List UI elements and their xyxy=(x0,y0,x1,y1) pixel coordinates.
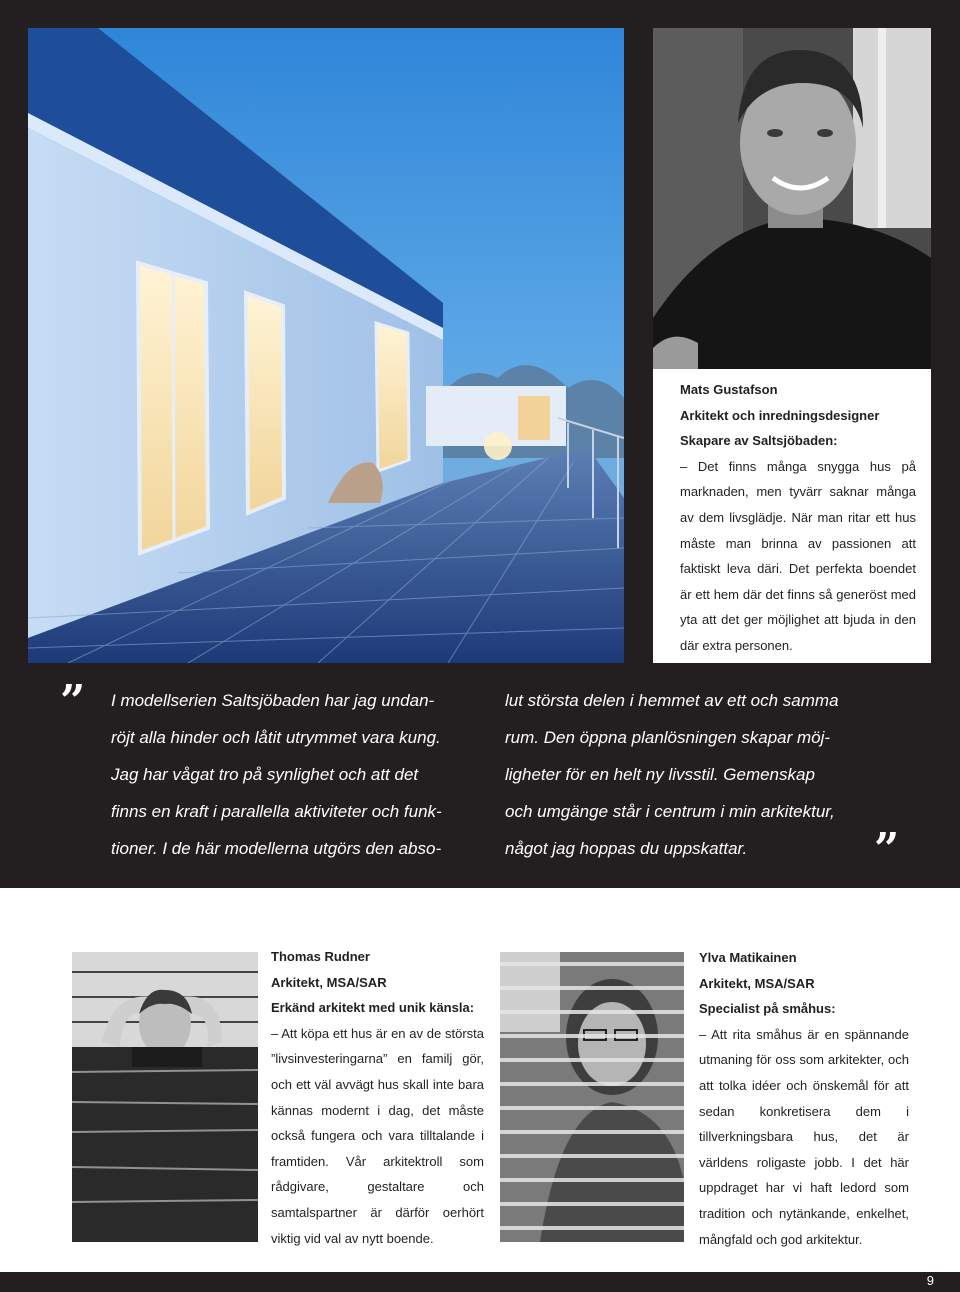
quote-line: rum. Den öppna planlösningen skapar möj- xyxy=(505,728,831,747)
quote-right-column xyxy=(505,682,867,867)
quote-line: I modellserien Saltsjöbaden har jag undan- xyxy=(111,691,435,710)
quote-line: något jag hoppas du uppskattar. xyxy=(505,839,748,858)
mats-body: – Det finns många snygga hus på marknaden, men tyvärr saknar många av dem livsglädje. När man ritar ett hus måste man brinna av passionen att faktiskt leva däri. Det perfekta boendet är ett hem där det finns så generöst med yta att det ger möjlighet att bjuda in den där extra personen. xyxy=(680,458,916,653)
thomas-name: Thomas Rudner xyxy=(271,949,370,964)
quote-line: och umgänge står i centrum i min arkitektur, xyxy=(505,802,835,821)
quote-line: ligheter för en helt ny livsstil. Gemenskap xyxy=(505,765,815,784)
thomas-bio xyxy=(271,944,484,1251)
thomas-subtitle: Erkänd arkitekt med unik känsla: xyxy=(271,1000,475,1016)
quote-line: Jag har vågat tro på synlighet och att det xyxy=(111,765,419,784)
page-number: 9 xyxy=(926,1273,934,1288)
mats-role: Arkitekt och inredningsdesigner xyxy=(680,407,880,423)
thomas-role: Arkitekt, MSA/SAR xyxy=(271,974,387,990)
ylva-name: Ylva Matikainen xyxy=(699,950,797,965)
portrait-thomas-rudner xyxy=(72,952,258,1242)
ylva-subtitle: Specialist på småhus: xyxy=(699,1001,836,1017)
quote-line: finns en kraft i parallella aktiviteter och funk- xyxy=(111,802,442,821)
quote-line: lut största delen i hemmet av ett och samma xyxy=(505,691,839,710)
dark-bottom-band xyxy=(0,1272,960,1292)
portrait-mats-gustafson xyxy=(653,28,931,369)
mats-name: Mats Gustafson xyxy=(680,382,778,397)
quote-line: röjt alla hinder och låtit utrymmet vara kung. xyxy=(111,728,441,747)
ylva-body: – Att rita småhus är en spännande utmaning för oss som arkitekter, och att tolka idéer och önskemål för att sedan konkretisera dem i tillverkningsbara hus, det är världens roligaste jobb. I det här uppdraget har vi haft ledord som tradition och nytänkande, enkelhet, mångfald och god arkitektur. xyxy=(699,1026,909,1247)
mats-subtitle: Skapare av Saltsjöbaden: xyxy=(680,433,838,449)
house-photo xyxy=(28,28,624,663)
mats-info-box xyxy=(653,369,931,663)
quote-line: tioner. I de här modellerna utgörs den abso- xyxy=(111,839,442,858)
portrait-ylva-matikainen xyxy=(500,952,684,1242)
thomas-body: – Att köpa ett hus är en av de största ”livsinvesteringarna” en familj gör, och ett väl avvägt hus skall inte bara kännas modernt i dag, det måste också fungera och vara tilltalande i framtiden. Vår arkitektroll som rådgivare, gestaltare och samtalspartner är därför oerhört viktig vid val av nytt boende. xyxy=(271,1025,484,1246)
quote-left-column xyxy=(111,682,473,867)
open-quote-mark: ” xyxy=(60,676,86,727)
close-quote-mark: ” xyxy=(874,824,900,875)
ylva-bio xyxy=(699,945,909,1252)
ylva-role: Arkitekt, MSA/SAR xyxy=(699,975,815,991)
